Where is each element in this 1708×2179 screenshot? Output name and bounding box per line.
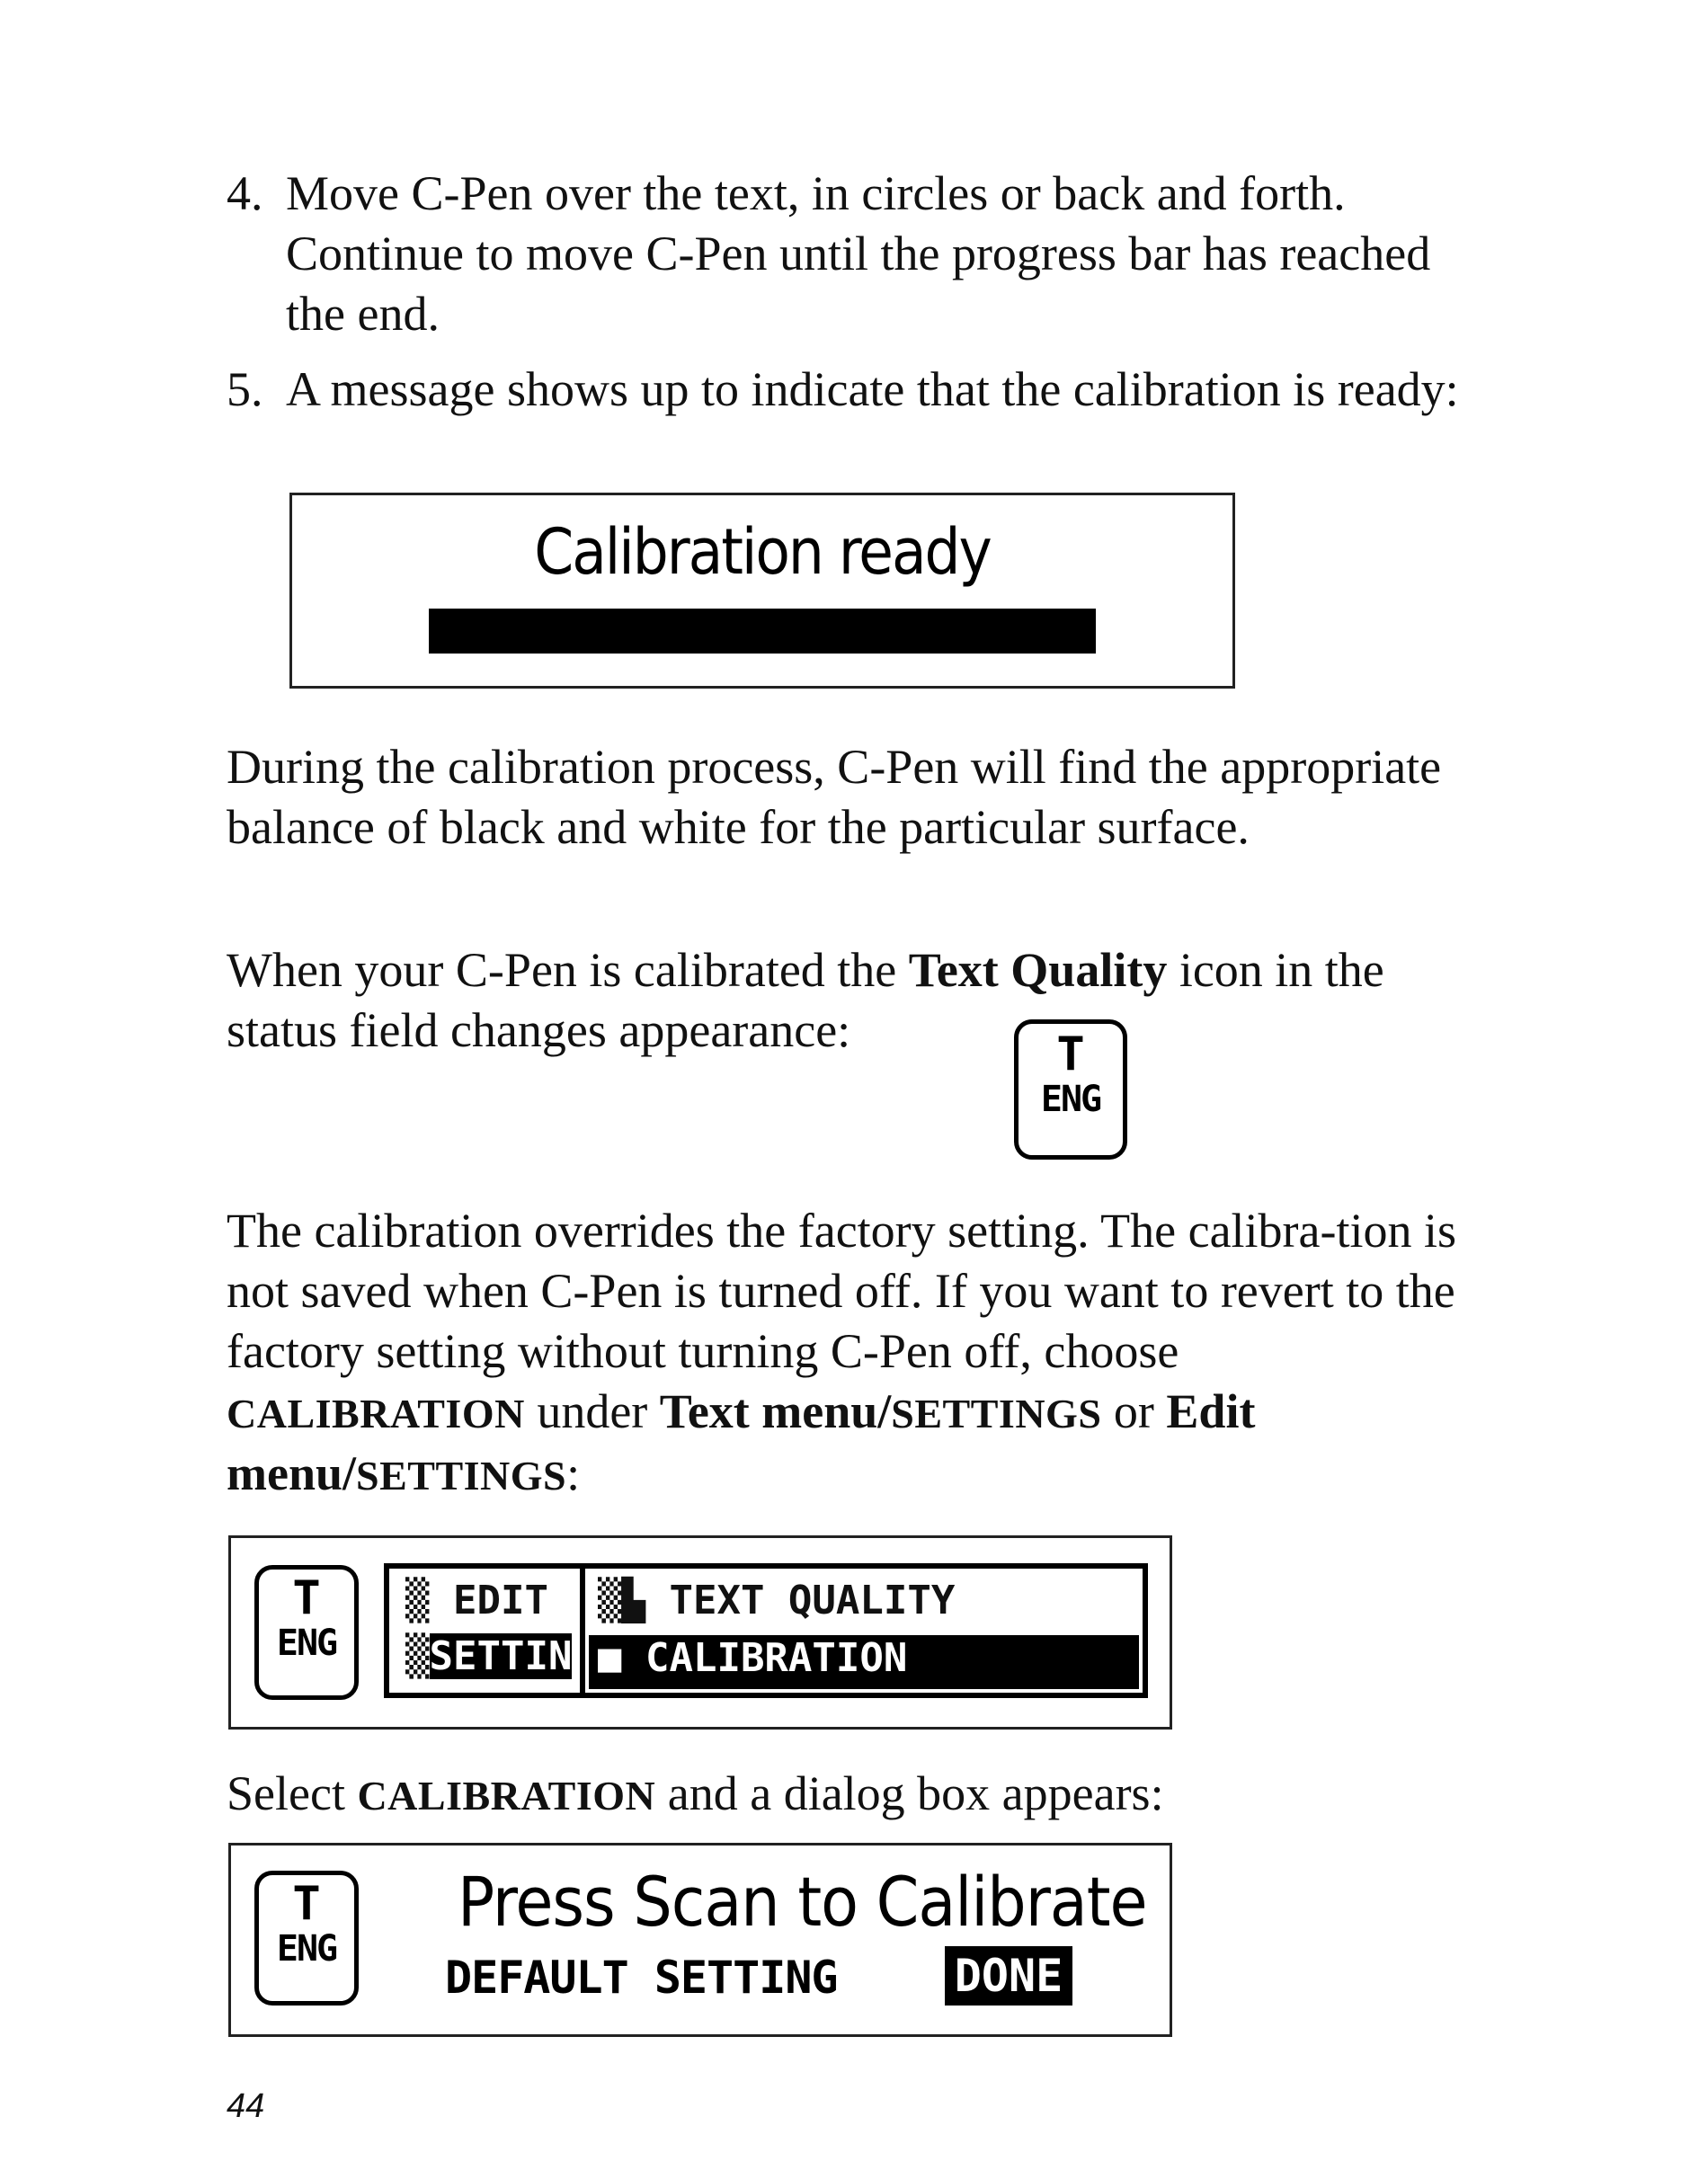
menu-term: CALIBRATION	[357, 1773, 656, 1819]
default-setting-button[interactable]: DEFAULT SETTING	[445, 1952, 838, 2004]
dialog-title: Press Scan to Calibrate	[458, 1862, 1147, 1942]
text-segment: and a dialog box appears:	[655, 1766, 1164, 1820]
menu-term: SETTINGS	[356, 1453, 567, 1499]
paragraph-calibration-override	[227, 1201, 1485, 1506]
text-segment: :	[566, 1446, 581, 1500]
paragraph-select-calibration	[227, 1764, 1485, 1826]
menu-frame	[384, 1563, 1148, 1698]
menu-item-label: TEXT QUALITY	[669, 1578, 956, 1623]
icon-top-label: T	[292, 1571, 321, 1625]
menu-item-settings[interactable]	[405, 1633, 572, 1680]
text-quality-icon	[254, 1565, 359, 1700]
page-number: 44	[227, 2087, 265, 2125]
settings-menu-screen	[228, 1535, 1172, 1730]
icon-bottom-label: ENG	[1040, 1079, 1101, 1120]
step-text: A message shows up to indicate that the calibration is ready:	[286, 362, 1459, 416]
menu-item-label: CALIBRATION	[645, 1635, 908, 1681]
menu-item-label: SETTIN	[429, 1633, 573, 1679]
bold-term: Text menu/	[659, 1384, 892, 1438]
text-segment: icon in the status field changes appearance:	[227, 943, 1384, 1057]
progress-bar-fill	[429, 609, 1096, 654]
icon-bottom-label: ENG	[276, 1928, 337, 1970]
icon-bottom-label: ENG	[276, 1623, 337, 1664]
step-text: Move C-Pen over the text, in circles or back and forth. Continue to move C-Pen until the progress bar has reached the end.	[286, 166, 1431, 341]
text-quality-small-icon: ▒▙	[598, 1578, 670, 1623]
step-number: 4.	[227, 166, 263, 220]
menu-item-calibration[interactable]	[589, 1635, 1139, 1689]
menu-item-label: EDIT	[452, 1578, 548, 1623]
calibration-ready-screen	[289, 493, 1235, 689]
edit-icon: ▒	[405, 1578, 453, 1623]
menu-item-text-quality[interactable]	[598, 1578, 955, 1624]
text-segment: under	[524, 1384, 660, 1438]
done-button[interactable]: DONE	[945, 1946, 1072, 2006]
icon-top-label: T	[292, 1877, 321, 1931]
text-quality-icon	[254, 1871, 359, 2006]
step-number: 5.	[227, 362, 263, 416]
settings-icon: ▒	[405, 1633, 430, 1679]
text-segment: Select	[227, 1766, 358, 1820]
calibration-icon: ■	[598, 1635, 645, 1681]
paragraph-text-quality	[227, 940, 1467, 1061]
menu-item-edit[interactable]	[405, 1578, 548, 1624]
text-segment: The calibration overrides the factory setting. The calibra-tion is not saved when C-Pen is turned off. If you want to revert to the factory setting without turning C-Pen off, choose	[227, 1204, 1457, 1378]
icon-top-label: T	[1056, 1027, 1085, 1081]
menu-divider	[580, 1569, 585, 1693]
progress-track	[429, 609, 1096, 654]
text-segment: or	[1101, 1384, 1167, 1438]
calibrate-dialog-screen	[228, 1843, 1172, 2037]
calibration-ready-message: Calibration ready	[534, 515, 991, 589]
text-segment: When your C-Pen is calibrated the	[227, 943, 909, 997]
paragraph-calibration-process: During the calibration process, C-Pen will find the appropriate balance of black and white for the particular surface.	[227, 740, 1442, 854]
bold-term: Edit menu/	[227, 1384, 1256, 1500]
menu-term: SETTINGS	[891, 1391, 1102, 1436]
bold-term: Text Quality	[908, 943, 1168, 997]
text-quality-icon	[1014, 1019, 1127, 1160]
menu-term: CALIBRATION	[227, 1391, 525, 1436]
